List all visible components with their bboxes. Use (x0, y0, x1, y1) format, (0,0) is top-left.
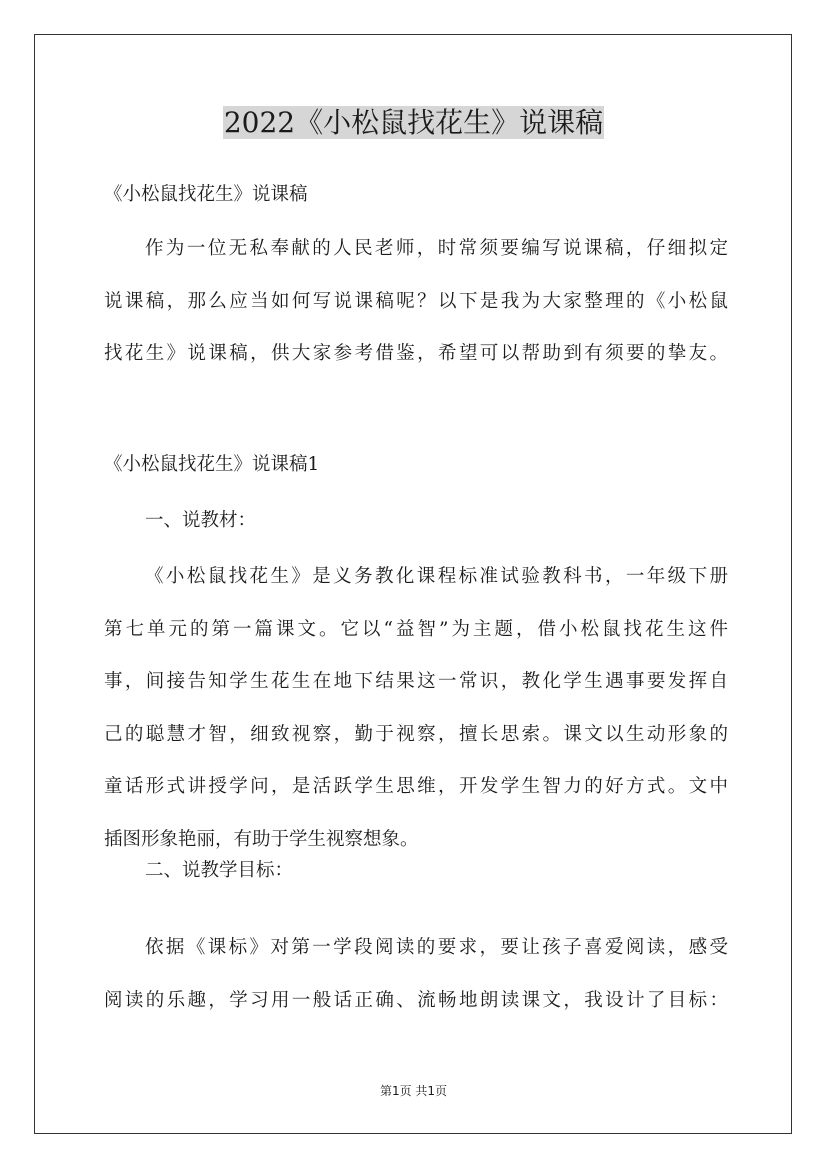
intro-line: 说课稿，那么应当如何写说课稿呢？以下是我为大家整理的《小松鼠 (104, 290, 728, 312)
paragraph-line: 依据《课标》对第一学段阅读的要求，要让孩子喜爱阅读，感受 (145, 937, 728, 958)
paragraph-line: 第七单元的第一篇课文。它以“益智”为主题，借小松鼠找花生这件 (104, 618, 728, 640)
section-title: 《小松鼠找花生》说课稿1 (104, 454, 320, 475)
intro-paragraph (104, 223, 728, 381)
paragraph-line: 己的聪慧才智，细致视察，勤于视察，擅长思索。课文以生动形象的 (104, 723, 728, 745)
paragraph-line: 《小松鼠找花生》是义务教化课程标准试验教科书，一年级下册 (145, 566, 728, 587)
paragraph-line: 童话形式讲授学问，是活跃学生思维，开发学生智力的好方式。文中 (104, 776, 728, 797)
document-title (0, 100, 827, 146)
teaching-goals-paragraph (104, 922, 728, 1027)
teaching-material-paragraph (104, 551, 728, 866)
intro-line: 作为一位无私奉献的人民老师，时常须要编写说课稿，仔细拟定 (145, 238, 728, 259)
heading-teaching-goals: 二、说教学目标： (145, 860, 294, 881)
intro-line: 找花生》说课稿，供大家参考借鉴，希望可以帮助到有须要的挚友。 (104, 343, 728, 364)
heading-teaching-material: 一、说教材： (145, 510, 257, 531)
paragraph-line: 事，间接告知学生花生在地下结果这一常识，教化学生遇事要发挥自 (104, 671, 728, 692)
document-title-text: 2022《小松鼠找花生》说课稿 (223, 106, 604, 139)
paragraph-line: 阅读的乐趣，学习用一般话正确、流畅地朗读课文，我设计了目标： (104, 989, 728, 1011)
paragraph-line: 插图形象艳丽，有助于学生视察想象。 (104, 828, 419, 850)
page-footer: 第1页 共1页 (379, 1084, 448, 1098)
subtitle: 《小松鼠找花生》说课稿 (104, 184, 308, 205)
